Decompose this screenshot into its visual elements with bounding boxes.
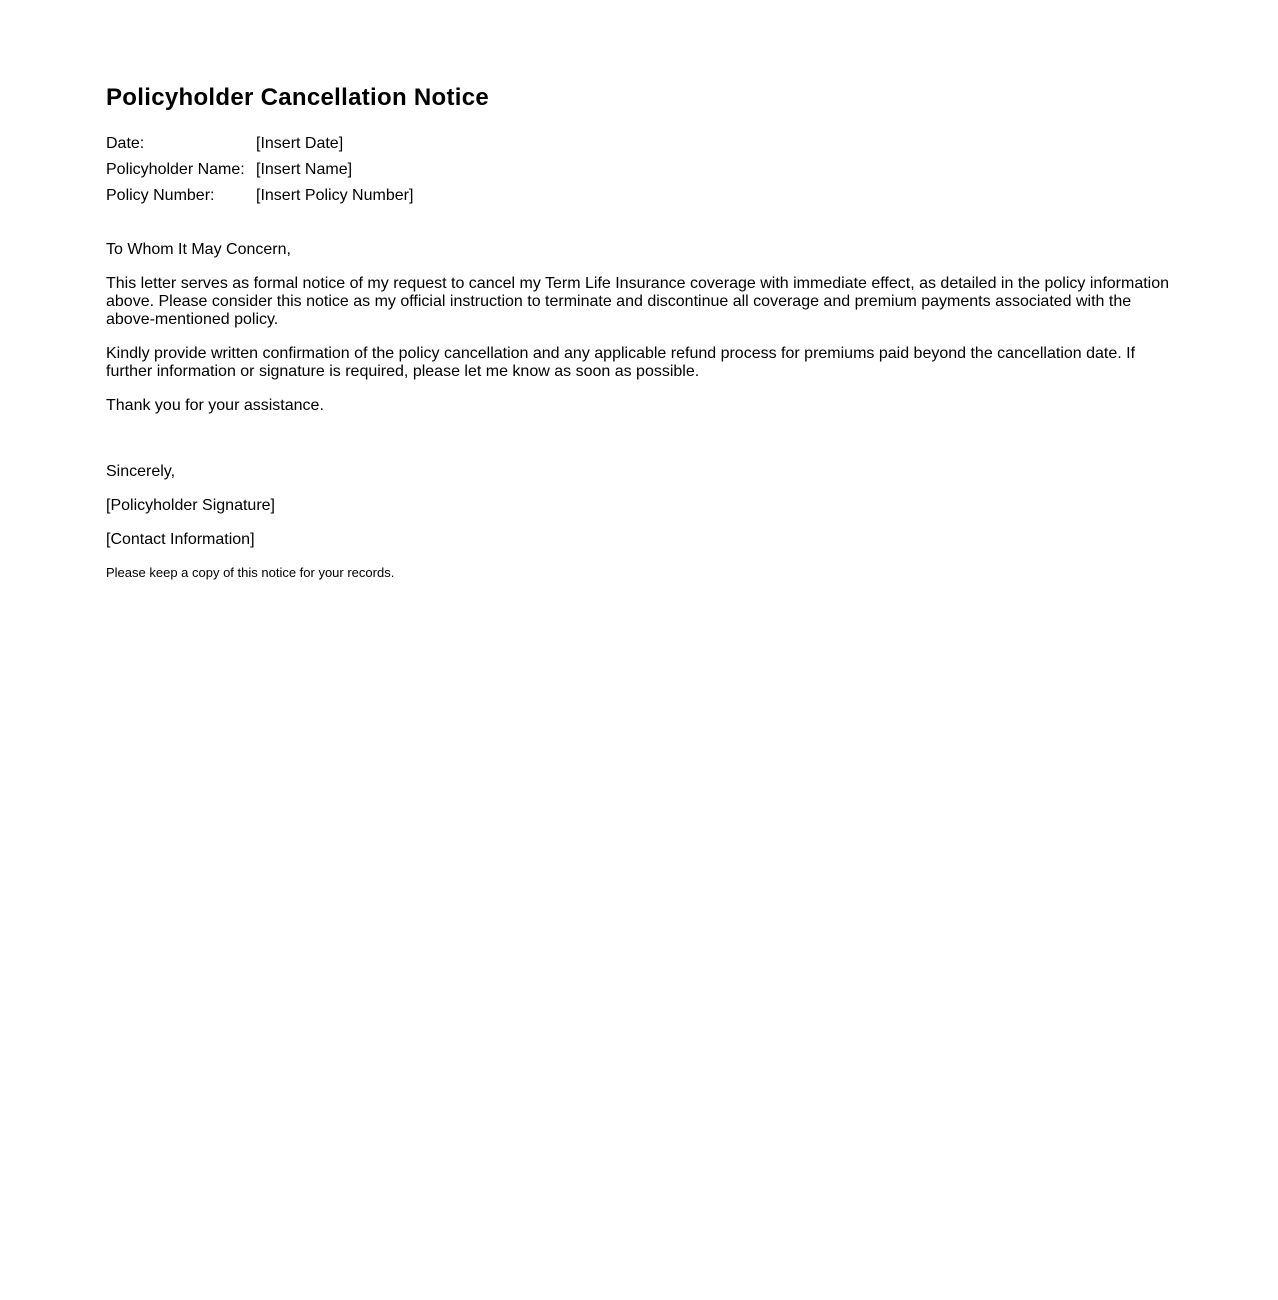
paragraph-confirmation-request: Kindly provide written confirmation of the policy cancellation and any applicable refund process for premiums paid beyond the cancellation date. If further information or signature is required, please let me know as soon as possible. <box>106 345 1136 380</box>
policyholder-name-value: [Insert Name] <box>256 161 353 178</box>
policyholder-name-label: Policyholder Name: <box>106 161 245 178</box>
info-row-name <box>106 157 413 183</box>
info-row-date <box>106 131 413 157</box>
policy-number-label: Policy Number: <box>106 187 215 204</box>
closing: Sincerely, <box>106 463 176 480</box>
paragraph-cancellation-request: This letter serves as formal notice of my request to cancel my Term Life Insurance coverage with immediate effect, as detailed in the policy information above. Please consider this notice as my official instruction to terminate and discontinue all coverage and premium payments associated with the above-mentioned policy. <box>106 275 1170 328</box>
footer-note: Please keep a copy of this notice for your records. <box>106 565 395 580</box>
policy-info-table <box>106 131 413 209</box>
date-label: Date: <box>106 135 145 152</box>
document-title: Policyholder Cancellation Notice <box>106 84 490 111</box>
date-value: [Insert Date] <box>256 135 344 152</box>
paragraph-thanks: Thank you for your assistance. <box>106 397 324 414</box>
policy-number-value: [Insert Policy Number] <box>256 187 414 204</box>
info-row-policy-number <box>106 183 413 209</box>
contact-placeholder: [Contact Information] <box>106 531 255 548</box>
signature-placeholder: [Policyholder Signature] <box>106 497 275 514</box>
salutation: To Whom It May Concern, <box>106 241 291 258</box>
